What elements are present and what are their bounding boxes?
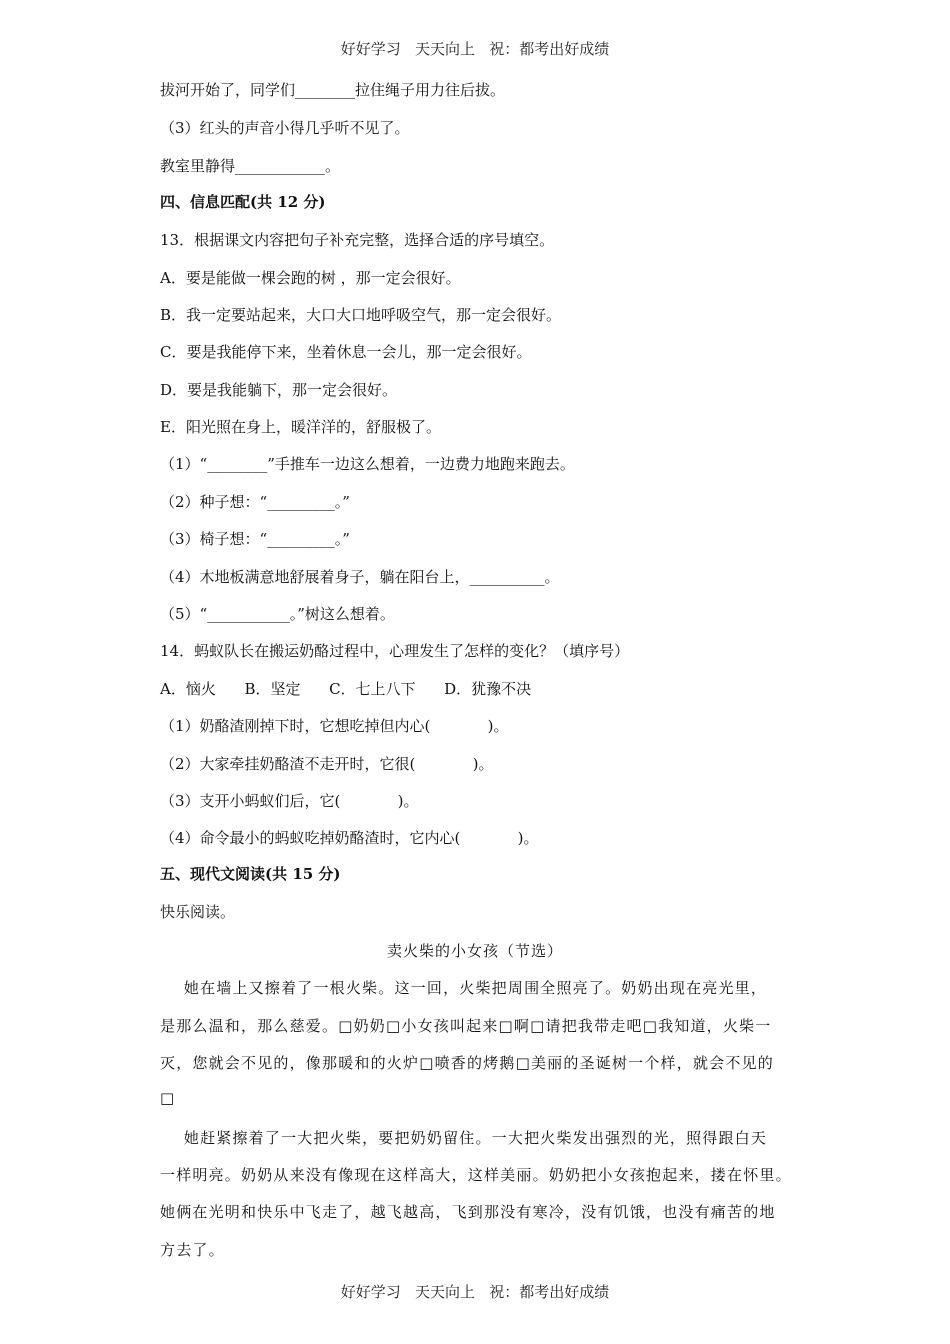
page-header: 好好学习 天天向上 祝：都考出好成绩 — [340, 40, 610, 58]
sub-question-1: （1）“________”手推车一边这么想着，一边费力地跑来跑去。 — [160, 455, 575, 473]
story-line: 她赶紧擦着了一大把火柴，要把奶奶留住。一大把火柴发出强烈的光，照得跟白天 — [160, 1129, 768, 1147]
story-line: 灭，您就会不见的，像那暖和的火炉□喷香的烤鹅□美丽的圣诞树一个样，就会不见的 — [160, 1054, 774, 1072]
section-heading-reading: 五、现代文阅读(共 15 分) — [160, 865, 341, 883]
story-title: 卖火柴的小女孩（节选） — [386, 942, 563, 960]
sub-question-4: （4）命令最小的蚂蚁吃掉奶酪渣时，它内心( )。 — [160, 829, 539, 847]
fill-blank-sentence: 拔河开始了，同学们________拉住绳子用力往后拔。 — [160, 81, 506, 99]
option-b: B．我一定要站起来，大口大口地呼吸空气，那一定会很好。 — [160, 306, 562, 324]
question-14-prompt: 14．蚂蚁队长在搬运奶酪过程中，心理发生了怎样的变化？（填序号） — [160, 642, 630, 660]
option-c: C．要是我能停下来，坐着休息一会儿，那一定会很好。 — [160, 343, 532, 361]
option-d: D．要是我能躺下，那一定会很好。 — [160, 381, 398, 399]
option-e: E．阳光照在身上，暖洋洋的，舒服极了。 — [160, 418, 441, 436]
section-heading-info-matching: 四、信息匹配(共 12 分) — [160, 193, 326, 211]
sub-question-1: （1）奶酪渣刚掉下时，它想吃掉但内心( )。 — [160, 717, 509, 735]
story-line: □ — [160, 1089, 176, 1107]
story-line: 一样明亮。奶奶从来没有像现在这样高大，这样美丽。奶奶把小女孩抱起来，搂在怀里。 — [160, 1166, 792, 1184]
sub-question-4: （4）木地板满意地舒展着身子，躺在阳台上，__________。 — [160, 568, 560, 586]
sub-question-3: （3）椅子想：“_________。” — [160, 530, 350, 548]
story-line: 方去了。 — [160, 1241, 225, 1259]
sub-question-3: （3）支开小蚂蚁们后，它( )。 — [160, 792, 419, 810]
question-13-prompt: 13．根据课文内容把句子补充完整，选择合适的序号填空。 — [160, 231, 555, 249]
fill-blank-sentence: 教室里静得____________。 — [160, 157, 341, 175]
reading-intro: 快乐阅读。 — [160, 903, 236, 921]
sub-question-2: （2）大家牵挂奶酪渣不走开时，它很( )。 — [160, 755, 494, 773]
sub-question-5: （5）“___________。”树这么想着。 — [160, 605, 395, 623]
answer-options: A．恼火 B．坚定 C．七上八下 D．犹豫不决 — [160, 680, 532, 698]
option-a: A．要是能做一棵会跑的树 ，那一定会很好。 — [160, 269, 461, 287]
story-line: 她在墙上又擦着了一根火柴。这一回，火柴把周围全照亮了。奶奶出现在亮光里， — [160, 979, 768, 997]
story-line: 是那么温和，那么慈爱。□奶奶□小女孩叫起来□啊□请把我带走吧□我知道，火柴一 — [160, 1017, 772, 1035]
question-item: （3）红头的声音小得几乎听不见了。 — [160, 119, 410, 137]
story-line: 她俩在光明和快乐中飞走了，越飞越高，飞到那没有寒冷，没有饥饿，也没有痛苦的地 — [160, 1203, 776, 1221]
page-footer: 好好学习 天天向上 祝：都考出好成绩 — [340, 1283, 610, 1301]
sub-question-2: （2）种子想：“_________。” — [160, 493, 350, 511]
